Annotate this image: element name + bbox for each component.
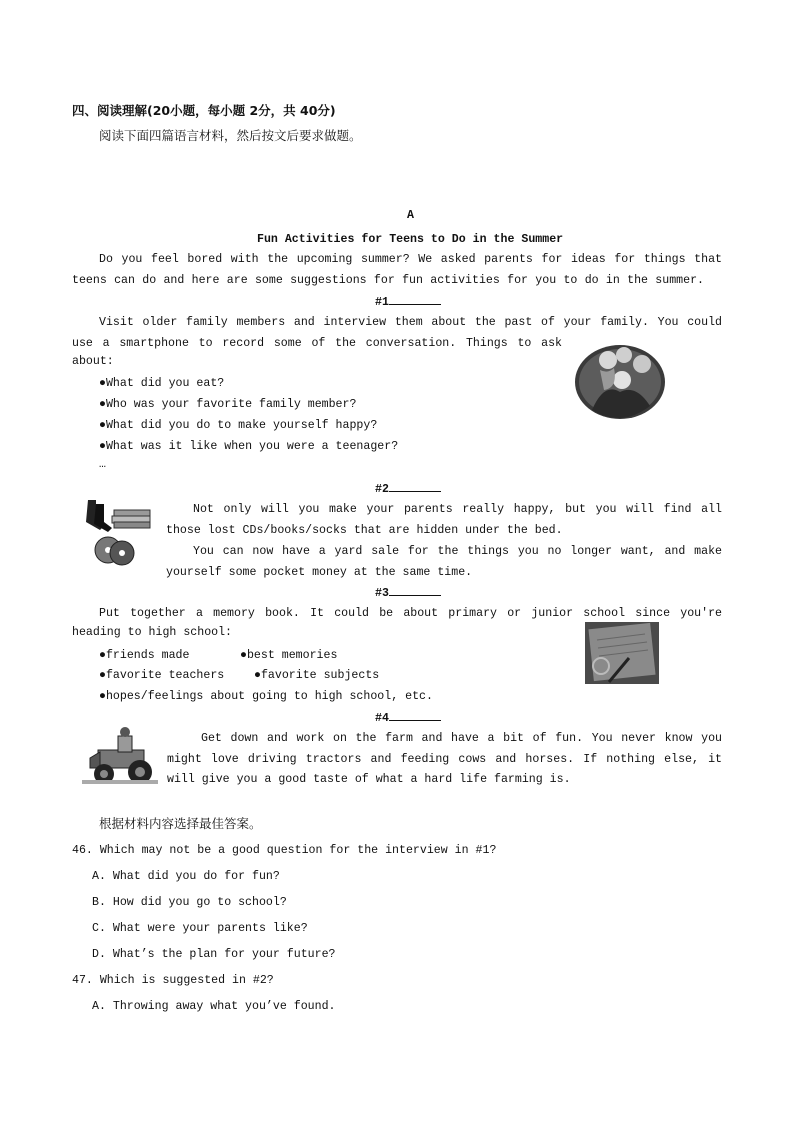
s3-line-2: heading to high school: <box>72 626 233 639</box>
s2-line-3: You can now have a yard sale for the things you no longer want, and make <box>193 545 722 558</box>
s4-line-1: Get down and work on the farm and have a bit of fun. You never know you <box>201 732 722 745</box>
answer-blank-4[interactable] <box>389 711 441 721</box>
intro-line-2: teens can do and here are some suggestions for fun activities for you to do in the summer. <box>72 274 704 287</box>
s4-line-3: will give you a good taste of what a hard life farming is. <box>167 773 571 786</box>
s1-ellipsis: … <box>99 458 106 471</box>
section-heading: 四、阅读理解(20小题，每小题 2分，共 40分) <box>72 103 336 118</box>
s1-question-1: ●What did you eat? <box>99 377 225 390</box>
section-2-marker: #2 <box>375 482 441 496</box>
s3-item-2: ●best memories <box>240 649 338 662</box>
q47-option-a[interactable]: A. Throwing away what you’ve found. <box>92 1000 336 1013</box>
s4-line-2: might love driving tractors and feeding cows and horses. If nothing else, it <box>167 753 722 766</box>
passage-title: Fun Activities for Teens to Do in the Summer <box>257 233 564 246</box>
q47-stem: 47. Which is suggested in #2? <box>72 974 274 987</box>
section-3-marker: #3 <box>375 586 441 600</box>
s1-line-3: about: <box>72 355 114 368</box>
s1-line-1: Visit older family members and interview them about the past of your family. You could <box>99 316 722 329</box>
q46-option-d[interactable]: D. What’s the plan for your future? <box>92 948 336 961</box>
section-instruction: 阅读下面四篇语言材料，然后按文后要求做题。 <box>99 128 362 143</box>
s3-item-5: ●hopes/feelings about going to high school, etc. <box>99 690 433 703</box>
tractor-image <box>82 724 158 788</box>
intro-line-1: Do you feel bored with the upcoming summer? We asked parents for ideas for things that <box>99 253 722 266</box>
q46-option-c[interactable]: C. What were your parents like? <box>92 922 308 935</box>
s1-question-3: ●What did you do to make yourself happy? <box>99 419 378 432</box>
section-4-marker: #4 <box>375 711 441 725</box>
q46-option-a[interactable]: A. What did you do for fun? <box>92 870 280 883</box>
s1-question-2: ●Who was your favorite family member? <box>99 398 357 411</box>
answer-blank-2[interactable] <box>389 482 441 492</box>
s3-item-1: ●friends made <box>99 649 190 662</box>
passage-label: A <box>407 209 414 222</box>
memory-book-image <box>585 622 659 684</box>
q46-stem: 46. Which may not be a good question for the interview in #1? <box>72 844 497 857</box>
answer-blank-1[interactable] <box>389 295 441 305</box>
questions-instruction: 根据材料内容选择最佳答案。 <box>99 816 262 831</box>
s1-question-4: ●What was it like when you were a teenager? <box>99 440 399 453</box>
s1-line-2: use a smartphone to record some of the conversation. Things to ask <box>72 337 562 350</box>
s3-line-1: Put together a memory book. It could be about primary or junior school since you're <box>99 607 722 620</box>
q46-option-b[interactable]: B. How did you go to school? <box>92 896 287 909</box>
s3-item-3: ●favorite teachers <box>99 669 225 682</box>
s2-line-2: those lost CDs/books/socks that are hidden under the bed. <box>166 524 563 537</box>
family-photo-image <box>574 340 666 420</box>
s2-line-4: yourself some pocket money at the same time. <box>166 566 473 579</box>
socks-books-cds-image <box>80 496 156 568</box>
s3-item-4: ●favorite subjects <box>254 669 380 682</box>
s2-line-1: Not only will you make your parents really happy, but you will find all <box>193 503 722 516</box>
answer-blank-3[interactable] <box>389 586 441 596</box>
section-1-marker: #1 <box>375 295 441 309</box>
